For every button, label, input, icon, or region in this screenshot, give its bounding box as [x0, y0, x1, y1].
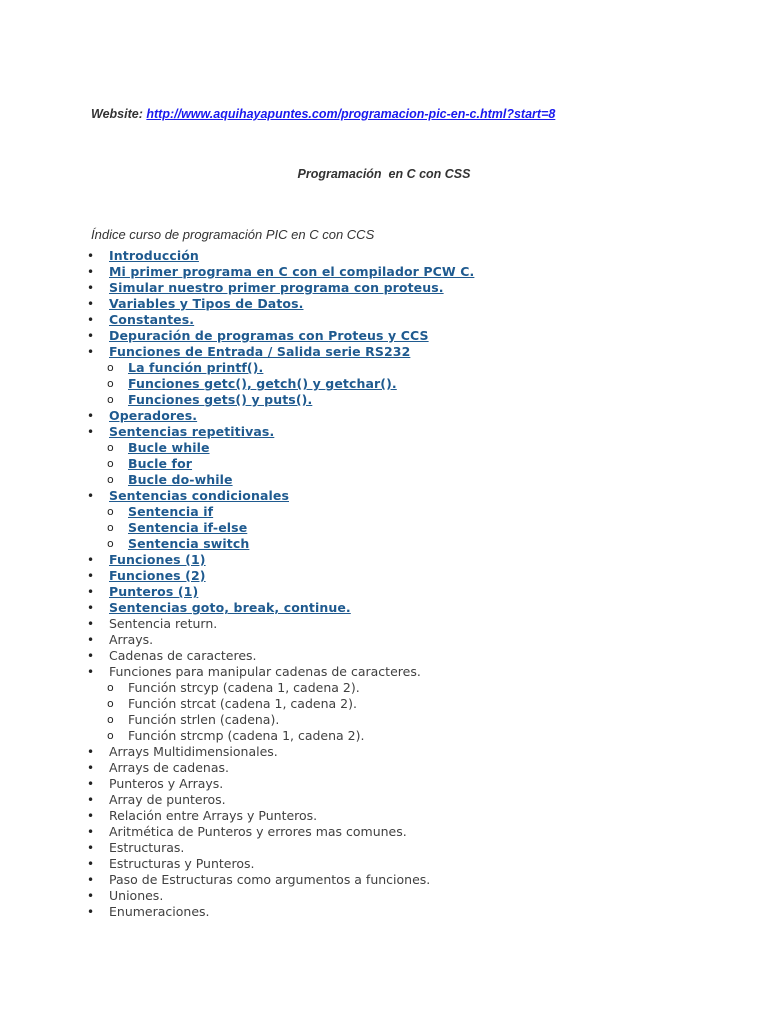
- index-text: Función strcat (cadena 1, cadena 2).: [128, 696, 357, 711]
- index-text: Paso de Estructuras como argumentos a funciones.: [109, 872, 431, 887]
- bullet-icon: •: [87, 761, 95, 775]
- index-text: Array de punteros.: [109, 792, 226, 807]
- index-text: Función strcmp (cadena 1, cadena 2).: [128, 728, 365, 743]
- bullet-icon: •: [87, 857, 95, 871]
- index-list: [0, 248, 768, 920]
- bullet-icon: •: [87, 249, 95, 263]
- list-item: [0, 792, 768, 808]
- sub-list-item: [0, 536, 768, 552]
- list-item: [0, 584, 768, 600]
- list-item: [0, 296, 768, 312]
- index-link[interactable]: Depuración de programas con Proteus y CCS: [109, 328, 429, 343]
- index-link[interactable]: Sentencias repetitivas.: [109, 424, 275, 439]
- index-text: Funciones para manipular cadenas de caracteres.: [109, 664, 421, 679]
- bullet-icon: •: [87, 425, 95, 439]
- bullet-icon: •: [87, 313, 95, 327]
- index-link[interactable]: Sentencia if-else: [128, 520, 248, 535]
- bullet-icon: •: [87, 281, 95, 295]
- index-link[interactable]: Bucle do-while: [128, 472, 233, 487]
- index-text: Enumeraciones.: [109, 904, 210, 919]
- index-link[interactable]: Funciones (2): [109, 568, 206, 583]
- index-link[interactable]: Sentencia switch: [128, 536, 250, 551]
- list-item: [0, 616, 768, 632]
- circle-bullet-icon: o: [107, 537, 114, 550]
- circle-bullet-icon: o: [107, 521, 114, 534]
- list-item: [0, 744, 768, 760]
- index-text: Arrays de cadenas.: [109, 760, 229, 775]
- sub-list-item: [0, 696, 768, 712]
- list-item: [0, 312, 768, 328]
- list-item: [0, 648, 768, 664]
- index-text: Cadenas de caracteres.: [109, 648, 257, 663]
- circle-bullet-icon: o: [107, 377, 114, 390]
- list-item: [0, 888, 768, 904]
- sub-list-item: [0, 376, 768, 392]
- circle-bullet-icon: o: [107, 681, 114, 694]
- circle-bullet-icon: o: [107, 361, 114, 374]
- sub-list-item: [0, 392, 768, 408]
- index-text: Sentencia return.: [109, 616, 218, 631]
- index-link[interactable]: Bucle while: [128, 440, 210, 455]
- bullet-icon: •: [87, 889, 95, 903]
- bullet-icon: •: [87, 665, 95, 679]
- list-item: [0, 280, 768, 296]
- bullet-icon: •: [87, 841, 95, 855]
- sub-list-item: [0, 456, 768, 472]
- index-link[interactable]: Funciones gets() y puts().: [128, 392, 313, 407]
- list-item: [0, 776, 768, 792]
- sub-list-item: [0, 712, 768, 728]
- index-text: Relación entre Arrays y Punteros.: [109, 808, 318, 823]
- index-text: Aritmética de Punteros y errores mas comunes.: [109, 824, 407, 839]
- index-link[interactable]: Funciones de Entrada / Salida serie RS232: [109, 344, 411, 359]
- bullet-icon: •: [87, 825, 95, 839]
- list-item: [0, 488, 768, 504]
- index-text: Punteros y Arrays.: [109, 776, 224, 791]
- sub-list-item: [0, 728, 768, 744]
- list-item: [0, 824, 768, 840]
- index-link[interactable]: Mi primer programa en C con el compilador PCW C.: [109, 264, 475, 279]
- list-item: [0, 872, 768, 888]
- sub-list-item: [0, 440, 768, 456]
- list-item: [0, 632, 768, 648]
- sub-list-item: [0, 504, 768, 520]
- index-text: Estructuras y Punteros.: [109, 856, 255, 871]
- list-item: [0, 808, 768, 824]
- bullet-icon: •: [87, 489, 95, 503]
- list-item: [0, 328, 768, 344]
- index-link[interactable]: Funciones getc(), getch() y getchar().: [128, 376, 397, 391]
- bullet-icon: •: [87, 601, 95, 615]
- circle-bullet-icon: o: [107, 457, 114, 470]
- list-item: [0, 904, 768, 920]
- index-link[interactable]: Funciones (1): [109, 552, 206, 567]
- bullet-icon: •: [87, 329, 95, 343]
- bullet-icon: •: [87, 617, 95, 631]
- index-link[interactable]: Constantes.: [109, 312, 195, 327]
- website-label: Website:: [91, 107, 143, 121]
- index-link[interactable]: Sentencias condicionales: [109, 488, 289, 503]
- circle-bullet-icon: o: [107, 441, 114, 454]
- index-link[interactable]: Punteros (1): [109, 584, 199, 599]
- bullet-icon: •: [87, 633, 95, 647]
- index-link[interactable]: Simular nuestro primer programa con proteus.: [109, 280, 444, 295]
- bullet-icon: •: [87, 809, 95, 823]
- bullet-icon: •: [87, 569, 95, 583]
- bullet-icon: •: [87, 745, 95, 759]
- list-item: [0, 856, 768, 872]
- page-title: Programación en C con CSS: [297, 167, 471, 181]
- list-item: [0, 344, 768, 360]
- list-item: [0, 424, 768, 440]
- index-link[interactable]: Variables y Tipos de Datos.: [109, 296, 304, 311]
- bullet-icon: •: [87, 649, 95, 663]
- index-heading: Índice curso de programación PIC en C con CCS: [91, 227, 375, 242]
- index-text: Arrays Multidimensionales.: [109, 744, 278, 759]
- bullet-icon: •: [87, 873, 95, 887]
- index-link[interactable]: Sentencias goto, break, continue.: [109, 600, 351, 615]
- index-link[interactable]: Sentencia if: [128, 504, 214, 519]
- circle-bullet-icon: o: [107, 505, 114, 518]
- bullet-icon: •: [87, 297, 95, 311]
- bullet-icon: •: [87, 777, 95, 791]
- circle-bullet-icon: o: [107, 393, 114, 406]
- list-item: [0, 552, 768, 568]
- list-item: [0, 568, 768, 584]
- bullet-icon: •: [87, 905, 95, 919]
- bullet-icon: •: [87, 553, 95, 567]
- sub-list-item: [0, 520, 768, 536]
- index-text: Arrays.: [109, 632, 154, 647]
- index-link[interactable]: La función printf().: [128, 360, 264, 375]
- list-item: [0, 664, 768, 680]
- circle-bullet-icon: o: [107, 713, 114, 726]
- website-line: [91, 107, 555, 121]
- list-item: [0, 600, 768, 616]
- circle-bullet-icon: o: [107, 729, 114, 742]
- index-link[interactable]: Introducción: [109, 248, 199, 263]
- bullet-icon: •: [87, 585, 95, 599]
- sub-list-item: [0, 472, 768, 488]
- circle-bullet-icon: o: [107, 473, 114, 486]
- bullet-icon: •: [87, 265, 95, 279]
- bullet-icon: •: [87, 409, 95, 423]
- index-text: Función strcyp (cadena 1, cadena 2).: [128, 680, 360, 695]
- index-text: Uniones.: [109, 888, 164, 903]
- bullet-icon: •: [87, 345, 95, 359]
- list-item: [0, 248, 768, 264]
- bullet-icon: •: [87, 793, 95, 807]
- list-item: [0, 760, 768, 776]
- sub-list-item: [0, 360, 768, 376]
- index-text: Estructuras.: [109, 840, 185, 855]
- index-text: Función strlen (cadena).: [128, 712, 280, 727]
- sub-list-item: [0, 680, 768, 696]
- list-item: [0, 840, 768, 856]
- circle-bullet-icon: o: [107, 697, 114, 710]
- index-link[interactable]: Operadores.: [109, 408, 198, 423]
- list-item: [0, 408, 768, 424]
- index-link[interactable]: Bucle for: [128, 456, 193, 471]
- list-item: [0, 264, 768, 280]
- website-link[interactable]: http://www.aquihayapuntes.com/programacion-pic-en-c.html?start=8: [146, 107, 556, 121]
